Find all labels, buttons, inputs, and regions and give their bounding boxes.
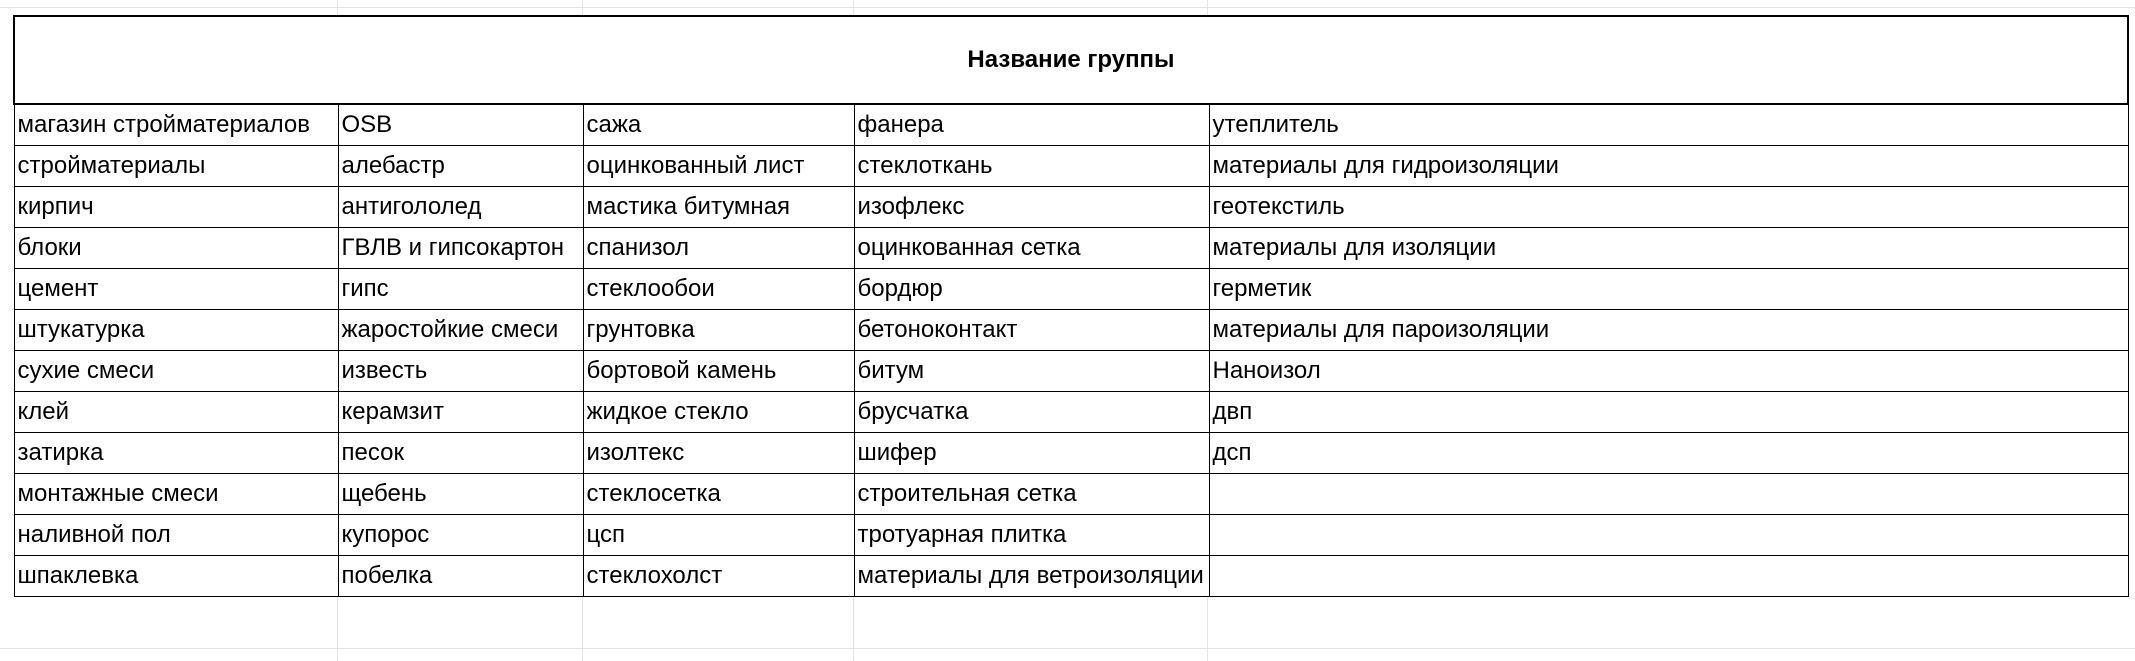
table-cell[interactable]: оцинкованный лист — [583, 146, 854, 187]
table-body — [14, 104, 2128, 597]
table-cell[interactable]: утеплитель — [1209, 104, 2128, 146]
table-row — [14, 556, 2128, 597]
table-cell[interactable]: наливной пол — [14, 515, 338, 556]
table-cell[interactable]: грунтовка — [583, 310, 854, 351]
table-cell[interactable]: стройматериалы — [14, 146, 338, 187]
table-cell[interactable]: фанера — [854, 104, 1209, 146]
table-cell[interactable]: материалы для гидроизоляции — [1209, 146, 2128, 187]
table-row — [14, 433, 2128, 474]
table-cell[interactable]: сажа — [583, 104, 854, 146]
table-cell[interactable]: побелка — [338, 556, 583, 597]
table-cell[interactable]: строительная сетка — [854, 474, 1209, 515]
table-cell[interactable]: материалы для ветроизоляции — [854, 556, 1209, 597]
table-cell[interactable]: бортовой камень — [583, 351, 854, 392]
table-cell[interactable]: тротуарная плитка — [854, 515, 1209, 556]
table-cell[interactable]: известь — [338, 351, 583, 392]
table-cell[interactable]: стеклосетка — [583, 474, 854, 515]
table-cell[interactable]: клей — [14, 392, 338, 433]
table-cell[interactable]: жидкое стекло — [583, 392, 854, 433]
table-cell[interactable]: спанизол — [583, 228, 854, 269]
table-cell[interactable]: жаростойкие смеси — [338, 310, 583, 351]
table-cell[interactable]: Наноизол — [1209, 351, 2128, 392]
table-row — [14, 104, 2128, 146]
table-cell[interactable]: бетоноконтакт — [854, 310, 1209, 351]
table-row — [14, 392, 2128, 433]
table-cell[interactable]: дсп — [1209, 433, 2128, 474]
table-cell[interactable]: стеклохолст — [583, 556, 854, 597]
table-cell[interactable]: ГВЛВ и гипсокартон — [338, 228, 583, 269]
table-row — [14, 310, 2128, 351]
table-row — [14, 228, 2128, 269]
table-cell[interactable]: монтажные смеси — [14, 474, 338, 515]
table-cell[interactable]: цсп — [583, 515, 854, 556]
table-cell[interactable]: керамзит — [338, 392, 583, 433]
table-cell[interactable]: песок — [338, 433, 583, 474]
table-cell[interactable]: купорос — [338, 515, 583, 556]
table-cell[interactable]: шпаклевка — [14, 556, 338, 597]
sheet-gridline — [0, 648, 2135, 649]
table-cell[interactable]: штукатурка — [14, 310, 338, 351]
table-cell[interactable]: антигололед — [338, 187, 583, 228]
group-name-header[interactable]: Название группы — [14, 16, 2128, 104]
table-row — [14, 146, 2128, 187]
table-cell[interactable]: геотекстиль — [1209, 187, 2128, 228]
material-groups-table — [13, 15, 2129, 597]
table-row — [14, 187, 2128, 228]
table-cell[interactable] — [1209, 474, 2128, 515]
table-cell[interactable]: шифер — [854, 433, 1209, 474]
table-cell[interactable] — [1209, 515, 2128, 556]
table-cell[interactable]: блоки — [14, 228, 338, 269]
table-cell[interactable]: двп — [1209, 392, 2128, 433]
table-cell[interactable]: битум — [854, 351, 1209, 392]
table-row — [14, 269, 2128, 310]
table-cell[interactable]: герметик — [1209, 269, 2128, 310]
table-cell[interactable]: материалы для пароизоляции — [1209, 310, 2128, 351]
table-cell[interactable]: гипс — [338, 269, 583, 310]
table-cell[interactable]: щебень — [338, 474, 583, 515]
table-row — [14, 515, 2128, 556]
sheet-gridline — [0, 7, 2135, 8]
header-row — [14, 16, 2128, 104]
table-cell[interactable]: материалы для изоляции — [1209, 228, 2128, 269]
table-cell[interactable]: магазин стройматериалов — [14, 104, 338, 146]
table-cell[interactable]: стеклоткань — [854, 146, 1209, 187]
table-cell[interactable]: мастика битумная — [583, 187, 854, 228]
table-cell[interactable]: сухие смеси — [14, 351, 338, 392]
table-cell[interactable]: оцинкованная сетка — [854, 228, 1209, 269]
table-cell[interactable]: стеклообои — [583, 269, 854, 310]
table-row — [14, 351, 2128, 392]
table-cell[interactable]: затирка — [14, 433, 338, 474]
table-cell[interactable]: OSB — [338, 104, 583, 146]
table-row — [14, 474, 2128, 515]
table-cell[interactable]: брусчатка — [854, 392, 1209, 433]
table-cell[interactable]: изофлекс — [854, 187, 1209, 228]
table-cell[interactable]: цемент — [14, 269, 338, 310]
table-cell[interactable] — [1209, 556, 2128, 597]
table-cell[interactable]: бордюр — [854, 269, 1209, 310]
table-cell[interactable]: алебастр — [338, 146, 583, 187]
table-cell[interactable]: кирпич — [14, 187, 338, 228]
table-cell[interactable]: изолтекс — [583, 433, 854, 474]
